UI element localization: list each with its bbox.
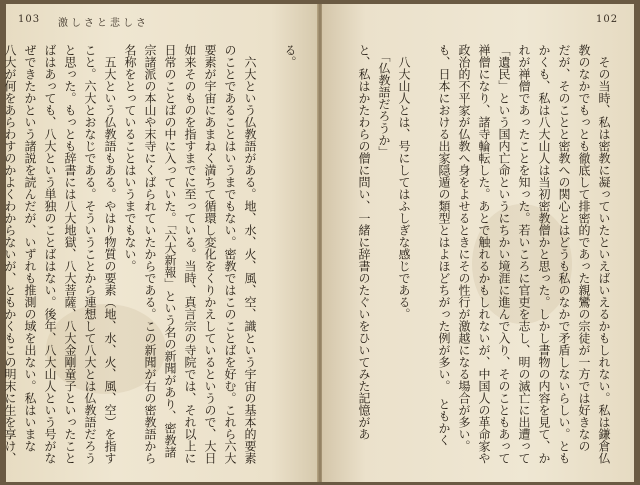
right-page-text [336,44,614,464]
text-line: 政治的不平家が仏教へ身をよせるときにその性行が激越になる場合が多い。 [457,44,471,452]
text-line: れが禅僧であったことを知った。若いころに官吏を志し、明の滅亡に出遭って [517,44,531,464]
right-page-number: 102 [596,14,619,25]
text-line: ぜできたかという諸説を読んだが、いずれも推測の域を出ない。私はいまな [23,44,37,452]
text-line: と、私はかたわらの僧に問い、一緒に辞書のたぐいをひいてみた記憶があ [357,44,371,440]
text-line: 宗諸派の本山や末寺にくばられていたからである。この新聞が右の密教語から [143,44,157,464]
text-line: 「遺民」という国内亡命というにちかい境涯に進んで入り、そのこともあって [497,44,511,464]
right-page [322,4,634,482]
text-line: る。 [283,44,297,68]
text-line: 如来そのものを指すまでに至っている。当時、真言宗の寺院では、それ以上に [183,44,197,464]
text-line: かくも、私は八大山人は当初密教僧かと思った。しかし書物の内容を見て、か [537,44,551,464]
left-page-number: 103 [18,14,41,25]
text-line: 「仏教語だろうか」 [377,44,391,158]
text-line: 六大という仏教語がある。地、水、火、風、空、識という宇宙の基本的要素 [243,44,257,464]
text-line: のことであることはいうまでもない。密教ではこのことばを好む。これら六大 [223,44,237,464]
text-line: と思った。もっとも辞書には八大地獄、八大菩薩、八大金剛童子といったこと [63,44,77,464]
text-line: こと。六大とおなじである。そういうことから連想して八大とは仏教語だろう [83,44,97,464]
text-line: 五大という仏教語もある。やはり物質の要素（地、水、火、風、空）を指す [103,44,117,464]
text-line: 要素が宇宙にあまねく満ちて循環し変化をくりかえしているというので、大日 [203,44,217,464]
text-line [414,44,434,464]
text-line [260,44,280,464]
text-line: 禅僧になり、諸寺輪転した。あとで触れるかもしれないが、中国人の革命家や [477,44,491,464]
text-line: 八大が何をあらわすのかよくわからないが、ともかくもこの明末に生を享け、 [3,44,17,464]
text-line: 名称をとっていることはいうまでもない。 [123,44,137,272]
text-line: その当時、私は密教に凝っていたといえばいえるかもしれない。私は鎌倉仏 [597,44,611,464]
left-page-text [3,44,300,464]
running-head: 激しさと悲しさ [58,18,149,29]
text-line: ばはあっても、八大という単独のことばはない。後年、八大山人という号がな [43,44,57,464]
left-page [3,4,318,482]
text-line: 教のなかでもっとも徹底して排密的であった親鸞の宗徒が一方では好きなの [577,44,591,452]
text-line: 日常のことばの中に入っていた。「六大新報」という名の新聞があり、密教諸 [163,44,177,458]
text-line: だが、そのことと密教への関心とはどうも私のなかで矛盾しないらしい。とも [557,44,571,464]
text-line: も、日本における出家隠遁の類型とはよほどちがった例が多い。 ともかく [437,44,451,446]
text-line: 八大山人とは、号にしてはふしぎな感じである。 [397,44,411,320]
